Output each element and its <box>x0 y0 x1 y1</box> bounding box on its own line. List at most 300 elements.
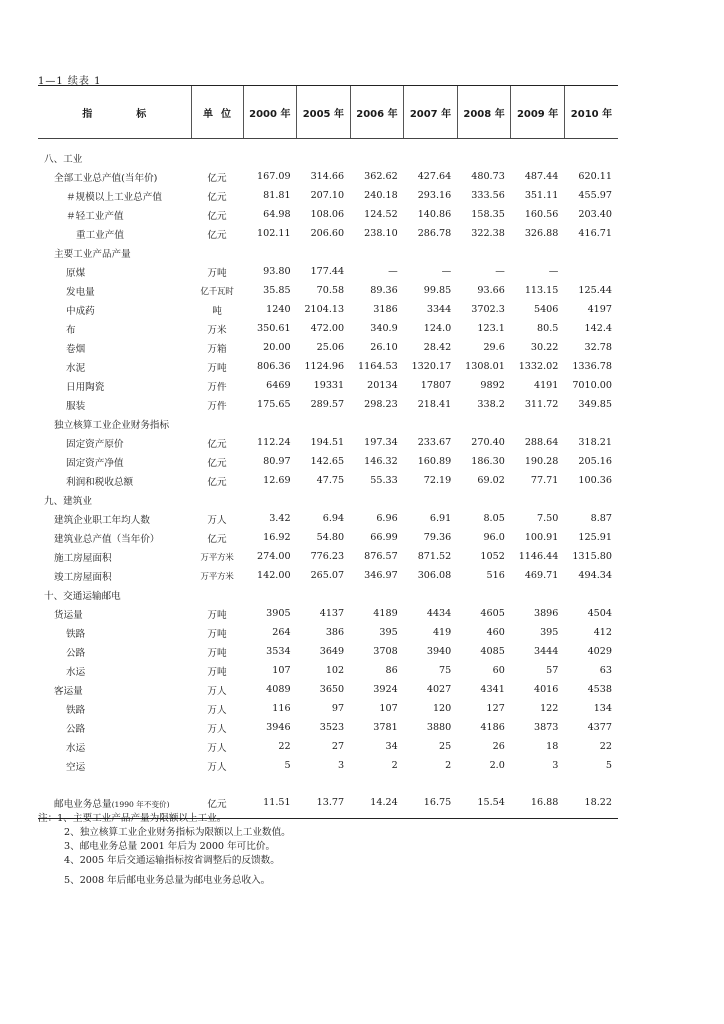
header-year: 2009 年 <box>511 86 565 139</box>
value-cell: 63 <box>599 665 612 676</box>
value-cell: — <box>495 266 505 277</box>
indicator-cell: 施工房屋面积 <box>54 552 112 564</box>
value-cell: 3.42 <box>269 513 291 524</box>
value-cell: 66.99 <box>370 532 398 543</box>
value-cell: 4186 <box>480 722 505 733</box>
value-cell: 5 <box>605 760 612 771</box>
value-cell: 8.05 <box>483 513 505 524</box>
indicator-cell: 独立核算工业企业财务指标 <box>54 419 170 431</box>
value-cell: 469.71 <box>524 570 559 581</box>
value-cell: 16.92 <box>263 532 291 543</box>
table-row <box>38 300 618 319</box>
value-cell: 190.28 <box>524 456 559 467</box>
value-cell: 17807 <box>420 380 452 391</box>
table-row <box>38 281 618 300</box>
unit-cell: 万人 <box>207 514 227 526</box>
unit-cell: 亿元 <box>207 457 227 469</box>
value-cell: 80.97 <box>263 456 291 467</box>
unit-cell: 万吨 <box>207 362 227 374</box>
indicator-cell: 服装 <box>66 400 86 412</box>
indicator-cell: 九、建筑业 <box>44 495 92 507</box>
value-cell: 427.64 <box>417 171 452 182</box>
value-cell <box>297 585 351 604</box>
value-cell: 455.97 <box>578 190 612 201</box>
value-cell: 2 <box>391 760 398 771</box>
value-cell: 89.36 <box>370 285 398 296</box>
table-caption: 1—1 续表 1 <box>38 76 102 87</box>
value-cell: 349.85 <box>578 399 612 410</box>
value-cell: 3896 <box>533 608 559 619</box>
value-cell: 1052 <box>480 551 505 562</box>
value-cell <box>457 414 511 433</box>
value-cell <box>457 243 511 262</box>
value-cell: 64.98 <box>263 209 291 220</box>
value-cell <box>457 490 511 509</box>
value-cell: 871.52 <box>417 551 452 562</box>
unit-cell: 万平方米 <box>200 571 234 582</box>
value-cell: 177.44 <box>310 266 345 277</box>
unit-cell: 万人 <box>207 742 227 754</box>
value-cell: 620.11 <box>578 171 612 182</box>
value-cell: 265.07 <box>310 570 345 581</box>
unit-cell: 万件 <box>207 400 227 412</box>
value-cell: 206.60 <box>310 228 345 239</box>
table-header <box>38 86 618 139</box>
header-year: 2006 年 <box>350 86 404 139</box>
indicator-cell: 公路 <box>66 723 86 735</box>
value-cell <box>297 414 351 433</box>
table-row <box>38 452 618 471</box>
value-cell: 4029 <box>587 646 612 657</box>
value-cell: 11.51 <box>243 787 297 819</box>
value-cell: 142.4 <box>584 323 612 334</box>
value-cell: 175.65 <box>257 399 291 410</box>
value-cell: 4434 <box>426 608 452 619</box>
indicator-cell: 卷烟 <box>66 343 86 355</box>
value-cell: 4189 <box>373 608 398 619</box>
value-cell <box>404 148 458 167</box>
unit-cell: 万人 <box>207 685 227 697</box>
value-cell: 326.88 <box>524 228 559 239</box>
indicator-cell: ＃轻工业产值 <box>66 210 124 222</box>
value-cell: 286.78 <box>417 228 452 239</box>
value-cell <box>404 490 458 509</box>
value-cell: 4085 <box>480 646 505 657</box>
value-cell <box>457 585 511 604</box>
table-row <box>38 338 618 357</box>
value-cell <box>457 148 511 167</box>
table-row <box>38 319 618 338</box>
indicator-cell: 公路 <box>66 647 86 659</box>
value-cell: 1146.44 <box>518 551 559 562</box>
value-cell: 494.34 <box>578 570 612 581</box>
value-cell: 122 <box>540 703 559 714</box>
value-cell: 93.80 <box>263 266 291 277</box>
unit-cell: 亿元 <box>207 438 227 450</box>
value-cell: 72.19 <box>423 475 452 486</box>
value-cell <box>404 414 458 433</box>
value-cell: 108.06 <box>310 209 345 220</box>
value-cell: 205.16 <box>578 456 612 467</box>
value-cell: 472.00 <box>310 323 345 334</box>
table-row <box>38 718 618 737</box>
unit-cell <box>191 414 243 433</box>
table-row <box>38 148 618 167</box>
value-cell: 362.62 <box>364 171 398 182</box>
value-cell: 333.56 <box>471 190 505 201</box>
indicator-cell: 固定资产净值 <box>66 457 124 469</box>
unit-cell: 亿千瓦时 <box>200 286 234 297</box>
unit-cell: 万吨 <box>207 609 227 621</box>
indicator-cell: 水泥 <box>66 362 86 374</box>
value-cell: 6469 <box>266 380 291 391</box>
value-cell <box>404 585 458 604</box>
value-cell: 34 <box>385 741 398 752</box>
value-cell <box>243 585 297 604</box>
indicator-cell: 铁路 <box>66 628 86 640</box>
value-cell: 3 <box>338 760 345 771</box>
value-cell: 876.57 <box>364 551 398 562</box>
table-row <box>38 414 618 433</box>
value-cell: 4137 <box>319 608 345 619</box>
value-cell: 1332.02 <box>518 361 559 372</box>
value-cell <box>511 148 565 167</box>
value-cell: 158.35 <box>471 209 505 220</box>
value-cell: 124.52 <box>364 209 398 220</box>
indicator-cell: 日用陶瓷 <box>66 381 105 393</box>
header-year: 2010 年 <box>564 86 618 139</box>
table-row <box>38 547 618 566</box>
value-cell: 20134 <box>367 380 398 391</box>
table-body <box>38 139 618 819</box>
value-cell: 351.11 <box>524 190 559 201</box>
indicator-cell: 主要工业产品产量 <box>54 248 131 260</box>
value-cell: 311.72 <box>524 399 559 410</box>
value-cell: 79.36 <box>423 532 452 543</box>
unit-cell: 万箱 <box>207 343 227 355</box>
unit-cell: 万吨 <box>207 666 227 678</box>
value-cell: 107 <box>379 703 398 714</box>
value-cell: 80.5 <box>537 323 559 334</box>
unit-cell <box>191 585 243 604</box>
value-cell: 160.56 <box>524 209 559 220</box>
value-cell: — <box>548 266 559 277</box>
value-cell <box>511 414 565 433</box>
value-cell <box>243 148 297 167</box>
value-cell: 338.2 <box>477 399 505 410</box>
value-cell: 274.00 <box>257 551 291 562</box>
value-cell: 3650 <box>319 684 345 695</box>
value-cell: 97 <box>331 703 345 714</box>
value-cell: 19331 <box>313 380 345 391</box>
value-cell: 3781 <box>373 722 398 733</box>
value-cell: 186.30 <box>471 456 505 467</box>
value-cell: 4538 <box>587 684 612 695</box>
value-cell <box>350 490 404 509</box>
value-cell: 32.78 <box>584 342 612 353</box>
value-cell <box>564 243 618 262</box>
unit-cell: 亿元 <box>207 191 227 203</box>
value-cell: 322.38 <box>471 228 505 239</box>
value-cell: 3905 <box>266 608 291 619</box>
indicator-cell: 空运 <box>66 761 86 773</box>
indicator-cell: 原煤 <box>66 267 86 279</box>
value-cell: 3186 <box>373 304 398 315</box>
unit-cell: 万人 <box>207 723 227 735</box>
value-cell: 102.11 <box>257 228 291 239</box>
value-cell: 146.32 <box>364 456 398 467</box>
value-cell: 13.77 <box>297 787 351 819</box>
value-cell: 26.10 <box>370 342 398 353</box>
value-cell: 1164.53 <box>358 361 398 372</box>
value-cell: 4605 <box>480 608 505 619</box>
indicator-cell: 水运 <box>66 666 86 678</box>
value-cell: 1320.17 <box>411 361 452 372</box>
value-cell: 314.66 <box>310 171 345 182</box>
value-cell: 4191 <box>533 380 559 391</box>
value-cell: 81.81 <box>263 190 291 201</box>
value-cell: 4377 <box>587 722 612 733</box>
value-cell: 6.96 <box>376 513 398 524</box>
value-cell: 194.51 <box>310 437 345 448</box>
value-cell: 395 <box>540 627 559 638</box>
value-cell: 480.73 <box>471 171 505 182</box>
value-cell: 18.22 <box>564 787 618 819</box>
value-cell <box>297 148 351 167</box>
value-cell: 20.00 <box>263 342 291 353</box>
table-row <box>38 756 618 775</box>
value-cell <box>350 585 404 604</box>
value-cell: 2.0 <box>489 760 505 771</box>
value-cell: 120 <box>432 703 452 714</box>
value-cell: 264 <box>272 627 291 638</box>
value-cell: 54.80 <box>316 532 345 543</box>
value-cell: 6.91 <box>429 513 452 524</box>
table-row <box>38 585 618 604</box>
value-cell: 395 <box>379 627 398 638</box>
value-cell: 4027 <box>426 684 452 695</box>
footnote: 4、2005 年后交通运输指标按省调整后的反馈数。 <box>64 855 280 866</box>
spacer-row <box>38 139 618 149</box>
value-cell: 113.15 <box>524 285 559 296</box>
value-cell: 776.23 <box>310 551 345 562</box>
unit-cell <box>191 490 243 509</box>
table-row <box>38 224 618 243</box>
table-row <box>38 357 618 376</box>
value-cell: 416.71 <box>578 228 612 239</box>
value-cell: 240.18 <box>364 190 398 201</box>
value-cell <box>243 243 297 262</box>
table-row <box>38 433 618 452</box>
value-cell: 60 <box>492 665 505 676</box>
value-cell: 1336.78 <box>572 361 612 372</box>
table-row <box>38 395 618 414</box>
value-cell: 1315.80 <box>572 551 612 562</box>
indicator-cell: 发电量 <box>66 286 95 298</box>
table-row <box>38 566 618 585</box>
value-cell <box>350 414 404 433</box>
value-cell <box>511 490 565 509</box>
value-cell: 386 <box>325 627 345 638</box>
value-cell: 35.85 <box>263 285 291 296</box>
value-cell: 3523 <box>319 722 345 733</box>
footnotes <box>38 812 291 888</box>
table-row <box>38 490 618 509</box>
indicator-cell: 水运 <box>66 742 86 754</box>
unit-cell: 万件 <box>207 381 227 393</box>
value-cell: 70.58 <box>316 285 345 296</box>
value-cell: 112.24 <box>257 437 291 448</box>
value-cell: 26 <box>492 741 505 752</box>
value-cell: 4089 <box>266 684 291 695</box>
value-cell: — <box>388 266 398 277</box>
unit-cell: 万人 <box>207 761 227 773</box>
value-cell: 100.36 <box>578 475 612 486</box>
value-cell: 57 <box>546 665 559 676</box>
value-cell: 18 <box>546 741 559 752</box>
table-row <box>38 528 618 547</box>
value-cell: 7.50 <box>537 513 559 524</box>
value-cell: 102 <box>325 665 345 676</box>
unit-cell <box>191 243 243 262</box>
value-cell: 4016 <box>533 684 559 695</box>
value-cell: 460 <box>486 627 505 638</box>
value-cell <box>511 243 565 262</box>
table-row <box>38 699 618 718</box>
value-cell: 142.65 <box>310 456 345 467</box>
unit-cell: 亿元 <box>191 787 243 819</box>
value-cell: 27 <box>331 741 345 752</box>
value-cell: 29.6 <box>483 342 505 353</box>
table-row <box>38 509 618 528</box>
indicator-cell: 竣工房屋面积 <box>54 571 112 583</box>
value-cell: 16.75 <box>404 787 458 819</box>
header-indicator: 指标 <box>38 86 191 139</box>
value-cell: 69.02 <box>477 475 505 486</box>
value-cell: 2 <box>445 760 452 771</box>
indicator-cell: 布 <box>66 324 76 336</box>
header-unit: 单位 <box>191 86 243 139</box>
value-cell: 77.71 <box>530 475 559 486</box>
unit-cell: 万吨 <box>207 647 227 659</box>
value-cell: 203.40 <box>578 209 612 220</box>
unit-cell: 亿元 <box>207 210 227 222</box>
indicator-label-note: (1990 年不变价) <box>111 799 170 809</box>
value-cell: 3 <box>552 760 559 771</box>
value-cell <box>350 148 404 167</box>
value-cell: 3708 <box>373 646 398 657</box>
value-cell: 55.33 <box>370 475 398 486</box>
value-cell: 233.67 <box>417 437 452 448</box>
value-cell: 270.40 <box>471 437 505 448</box>
value-cell: 123.1 <box>477 323 505 334</box>
value-cell: 293.16 <box>417 190 452 201</box>
value-cell: 3534 <box>266 646 291 657</box>
indicator-cell: 铁路 <box>66 704 86 716</box>
value-cell <box>243 414 297 433</box>
value-cell: 125.91 <box>578 532 612 543</box>
value-cell <box>564 414 618 433</box>
indicator-cell: 重工业产值 <box>76 229 124 241</box>
value-cell: 3873 <box>533 722 559 733</box>
value-cell <box>404 243 458 262</box>
value-cell: 298.23 <box>364 399 398 410</box>
value-cell: 93.66 <box>477 285 505 296</box>
table-row <box>38 471 618 490</box>
value-cell: 160.89 <box>417 456 452 467</box>
header-year: 2007 年 <box>404 86 458 139</box>
indicator-cell: 八、工业 <box>44 153 83 165</box>
value-cell <box>297 490 351 509</box>
header-year: 2000 年 <box>243 86 297 139</box>
value-cell: 100.91 <box>524 532 559 543</box>
indicator-cell: 货运量 <box>54 609 83 621</box>
value-cell: 30.22 <box>530 342 559 353</box>
header-year: 2005 年 <box>297 86 351 139</box>
value-cell: 99.85 <box>423 285 452 296</box>
value-cell: 5 <box>284 760 291 771</box>
value-cell: 197.34 <box>364 437 398 448</box>
value-cell <box>564 148 618 167</box>
table-row <box>38 262 618 281</box>
table-row <box>38 661 618 680</box>
value-cell: 3940 <box>426 646 452 657</box>
value-cell: 6.94 <box>322 513 345 524</box>
value-cell: 125.44 <box>578 285 612 296</box>
header-year: 2008 年 <box>457 86 511 139</box>
value-cell: 3649 <box>319 646 345 657</box>
value-cell: 806.36 <box>257 361 291 372</box>
value-cell: 3880 <box>426 722 452 733</box>
value-cell: 1240 <box>266 304 291 315</box>
table-row <box>38 623 618 642</box>
value-cell: 140.86 <box>417 209 452 220</box>
value-cell <box>511 585 565 604</box>
table-row <box>38 737 618 756</box>
value-cell: 5406 <box>533 304 559 315</box>
value-cell: 96.0 <box>483 532 505 543</box>
value-cell: 289.57 <box>310 399 345 410</box>
value-cell: 350.61 <box>257 323 291 334</box>
value-cell: 3344 <box>426 304 452 315</box>
value-cell: 22 <box>599 741 612 752</box>
value-cell: 22 <box>278 741 291 752</box>
value-cell <box>243 490 297 509</box>
unit-cell: 吨 <box>212 305 222 317</box>
value-cell: 340.9 <box>370 323 398 334</box>
indicator-cell: 建筑业总产值（当年价） <box>54 533 160 545</box>
value-cell: 116 <box>272 703 291 714</box>
unit-cell: 万米 <box>207 324 227 336</box>
value-cell: 7010.00 <box>572 380 612 391</box>
value-cell: 3702.3 <box>471 304 505 315</box>
unit-cell: 亿元 <box>207 172 227 184</box>
unit-cell: 亿元 <box>207 533 227 545</box>
value-cell: 15.54 <box>457 787 511 819</box>
value-cell: 516 <box>486 570 505 581</box>
value-cell: 142.00 <box>257 570 291 581</box>
value-cell: 12.69 <box>263 475 291 486</box>
indicator-cell: 中成药 <box>66 305 95 317</box>
value-cell: 419 <box>432 627 452 638</box>
value-cell: 207.10 <box>310 190 345 201</box>
value-cell: 318.21 <box>578 437 612 448</box>
value-cell <box>297 243 351 262</box>
unit-cell: 亿元 <box>207 476 227 488</box>
value-cell: 238.10 <box>364 228 398 239</box>
indicator-cell: 客运量 <box>54 685 83 697</box>
table-row <box>38 243 618 262</box>
